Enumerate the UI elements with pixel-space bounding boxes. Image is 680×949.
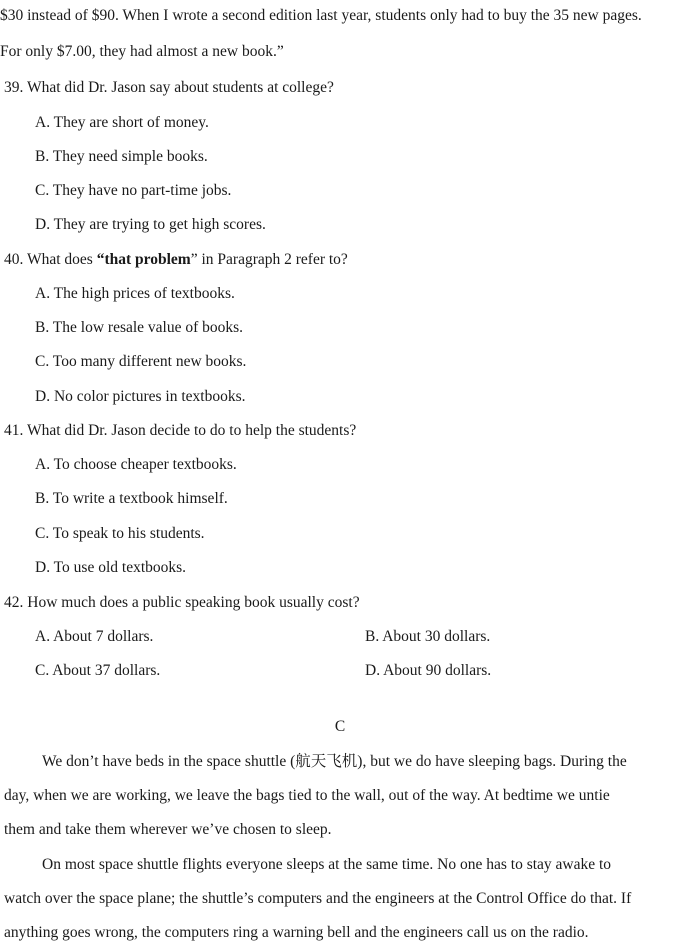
question-stem: 41. What did Dr. Jason decide to do to help the students? (4, 422, 357, 439)
option-b: B. They need simple books. (35, 148, 208, 165)
paragraph-1-line-3: them and take them wherever we’ve chosen to sleep. (4, 821, 332, 838)
section-heading: C (334, 718, 346, 735)
question-stem: 42. How much does a public speaking book usually cost? (4, 594, 360, 611)
option-c: C. About 37 dollars. (35, 662, 161, 679)
option-d: D. No color pictures in textbooks. (35, 388, 246, 405)
paragraph-1-line-2: day, when we are working, we leave the bags tied to the wall, out of the way. At bedtime we untie (4, 787, 610, 804)
question-stem (4, 250, 348, 270)
option-d: D. About 90 dollars. (365, 662, 492, 679)
option-a: A. They are short of money. (35, 114, 209, 131)
stem-prefix: 40. What does (4, 251, 97, 268)
option-b: B. About 30 dollars. (365, 628, 491, 645)
intro-line-2: For only $7.00, they had almost a new book.” (0, 43, 284, 60)
option-c: C. They have no part-time jobs. (35, 182, 232, 199)
stem-suffix: ” in Paragraph 2 refer to? (190, 251, 348, 268)
question-stem: 39. What did Dr. Jason say about students at college? (4, 79, 334, 96)
paragraph-2-line-3: anything goes wrong, the computers ring a warning bell and the engineers call us on the radio. (4, 924, 589, 941)
option-a: A. The high prices of textbooks. (35, 285, 235, 302)
stem-bold-phrase: “that problem (96, 251, 191, 268)
intro-line-1: $30 instead of $90. When I wrote a second edition last year, students only had to buy the 35 new pages. (0, 7, 642, 24)
option-c: C. Too many different new books. (35, 353, 247, 370)
option-c: C. To speak to his students. (35, 525, 205, 542)
option-d: D. To use old textbooks. (35, 559, 187, 576)
option-b: B. To write a textbook himself. (35, 490, 228, 507)
paragraph-2-line-1: On most space shuttle flights everyone sleeps at the same time. No one has to stay awake to (42, 856, 612, 873)
option-a: A. About 7 dollars. (35, 628, 154, 645)
paragraph-1-line-1: We don’t have beds in the space shuttle (航天飞机), but we do have sleeping bags. During the (42, 753, 627, 770)
option-b: B. The low resale value of books. (35, 319, 244, 336)
option-d: D. They are trying to get high scores. (35, 216, 266, 233)
option-a: A. To choose cheaper textbooks. (35, 456, 237, 473)
paragraph-2-line-2: watch over the space plane; the shuttle’s computers and the engineers at the Control Office do that. If (4, 890, 632, 907)
